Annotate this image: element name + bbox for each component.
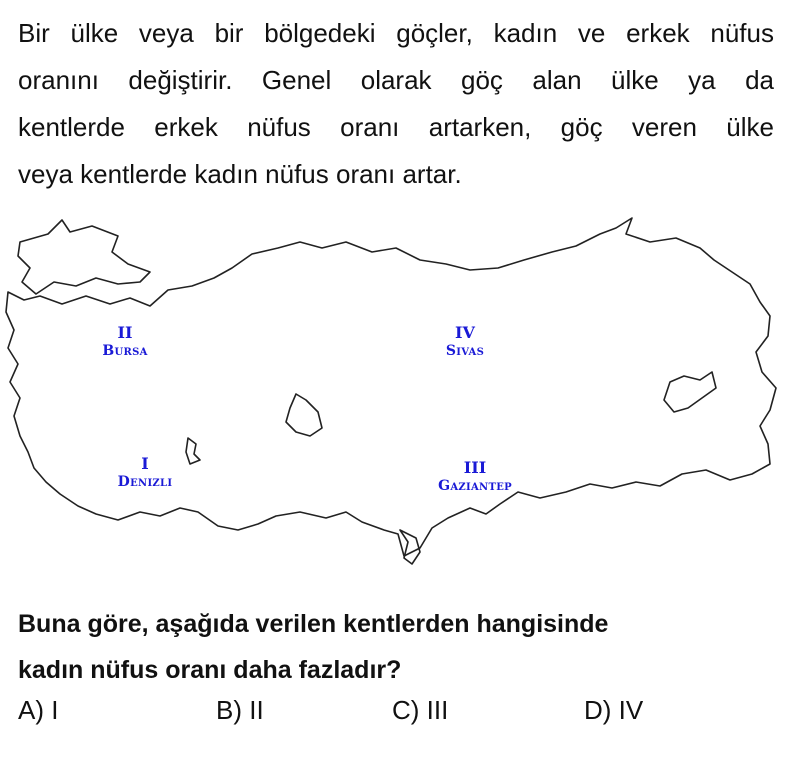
lake-tuz (286, 394, 322, 436)
city-numeral: II (117, 323, 133, 342)
city-numeral: IV (455, 323, 475, 342)
option-d[interactable]: D) IV (584, 695, 644, 725)
turkey-outline-svg (0, 212, 790, 572)
option-b[interactable]: B) II (216, 695, 264, 725)
intro-line: veya kentlerde kadın nüfus oranı artar. (18, 159, 462, 189)
anatolia-outline (6, 218, 776, 556)
lake-small (186, 438, 200, 464)
thrace-outline (18, 220, 150, 294)
question-line: kadın nüfus oranı daha fazladır? (18, 656, 402, 684)
city-name: Denizli (117, 474, 173, 490)
option-a[interactable]: A) I (18, 695, 59, 725)
intro-line: kentlerde erkek nüfus oranı artarken, göç veren ülke (18, 112, 774, 142)
answer-options (18, 695, 778, 735)
question-text (18, 601, 778, 693)
city-bursa (95, 324, 155, 360)
hatay-outline (400, 530, 420, 564)
intro-line: Bir ülke veya bir bölgedeki göçler, kadın ve erkek nüfus (18, 18, 774, 48)
city-name: Bursa (102, 343, 148, 359)
turkey-map (0, 212, 790, 572)
city-name: Sivas (445, 343, 485, 359)
city-sivas (430, 324, 500, 360)
option-c[interactable]: C) III (392, 695, 449, 725)
intro-line: oranını değiştirir. Genel olarak göç alan ülke ya da (18, 65, 774, 95)
city-numeral: III (463, 458, 487, 477)
intro-paragraph (18, 10, 774, 198)
city-denizli (105, 455, 185, 491)
city-numeral: I (141, 454, 149, 473)
lake-van (664, 372, 716, 412)
question-line: Buna göre, aşağıda verilen kentlerden hangisinde (18, 610, 609, 638)
city-gaziantep (420, 459, 530, 495)
city-name: Gaziantep (438, 478, 512, 494)
